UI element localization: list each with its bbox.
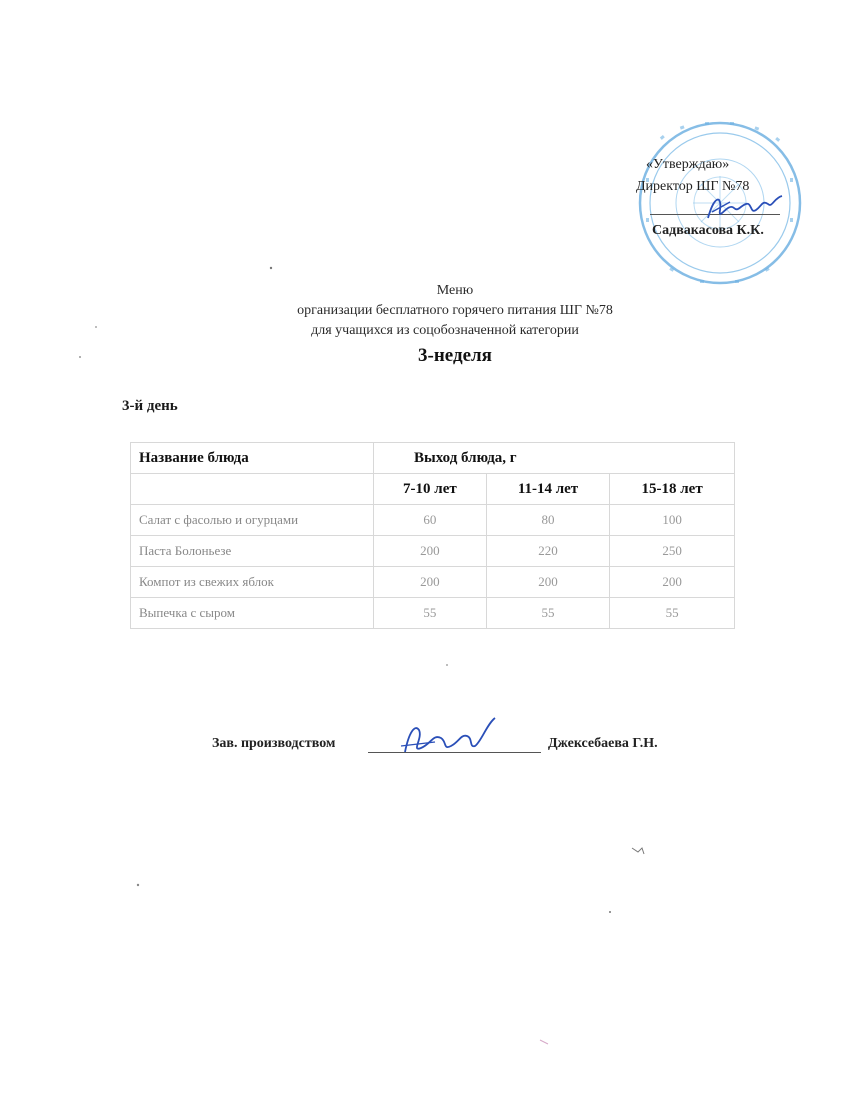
day-label: 3-й день [122, 398, 178, 414]
dish-value: 60 [374, 505, 487, 536]
approve-word: «Утверждаю» [646, 157, 730, 172]
age-group-1: 7-10 лет [374, 474, 487, 505]
director-position: Директор ШГ №78 [636, 179, 750, 194]
table-row [131, 505, 735, 536]
table-row [131, 536, 735, 567]
production-head-signature [395, 712, 505, 762]
table-header-row [131, 443, 735, 474]
age-group-3: 15-18 лет [610, 474, 735, 505]
dish-value: 55 [610, 598, 735, 629]
doc-subtitle-line1: организации бесплатного горячего питания ШГ №78 [297, 303, 613, 318]
dish-name: Компот из свежих яблок [131, 567, 374, 598]
dish-value: 100 [610, 505, 735, 536]
doc-title: Меню [436, 283, 474, 298]
age-group-empty [131, 474, 374, 505]
col-output-header: Выход блюда, г [374, 443, 735, 474]
dish-value: 80 [486, 505, 609, 536]
doc-subtitle-line2: для учащихся из соцобозначенной категории [311, 323, 579, 338]
dish-value: 200 [374, 567, 487, 598]
dish-value: 220 [486, 536, 609, 567]
director-name: Садвакасова К.К. [652, 223, 764, 238]
week-label: 3-неделя [418, 345, 492, 366]
dish-name: Паста Болоньезе [131, 536, 374, 567]
dish-value: 55 [374, 598, 487, 629]
dish-name: Салат с фасолью и огурцами [131, 505, 374, 536]
table-row [131, 567, 735, 598]
director-signature [700, 188, 790, 228]
dish-value: 200 [374, 536, 487, 567]
menu-table [130, 442, 735, 629]
dish-value: 55 [486, 598, 609, 629]
dish-value: 200 [610, 567, 735, 598]
table-row [131, 598, 735, 629]
dish-value: 200 [486, 567, 609, 598]
production-head-name: Джексебаева Г.Н. [548, 736, 658, 751]
col-dish-header: Название блюда [131, 443, 374, 474]
dish-value: 250 [610, 536, 735, 567]
age-group-2: 11-14 лет [486, 474, 609, 505]
dish-name: Выпечка с сыром [131, 598, 374, 629]
age-group-row [131, 474, 735, 505]
production-head-label: Зав. производством [212, 736, 336, 751]
